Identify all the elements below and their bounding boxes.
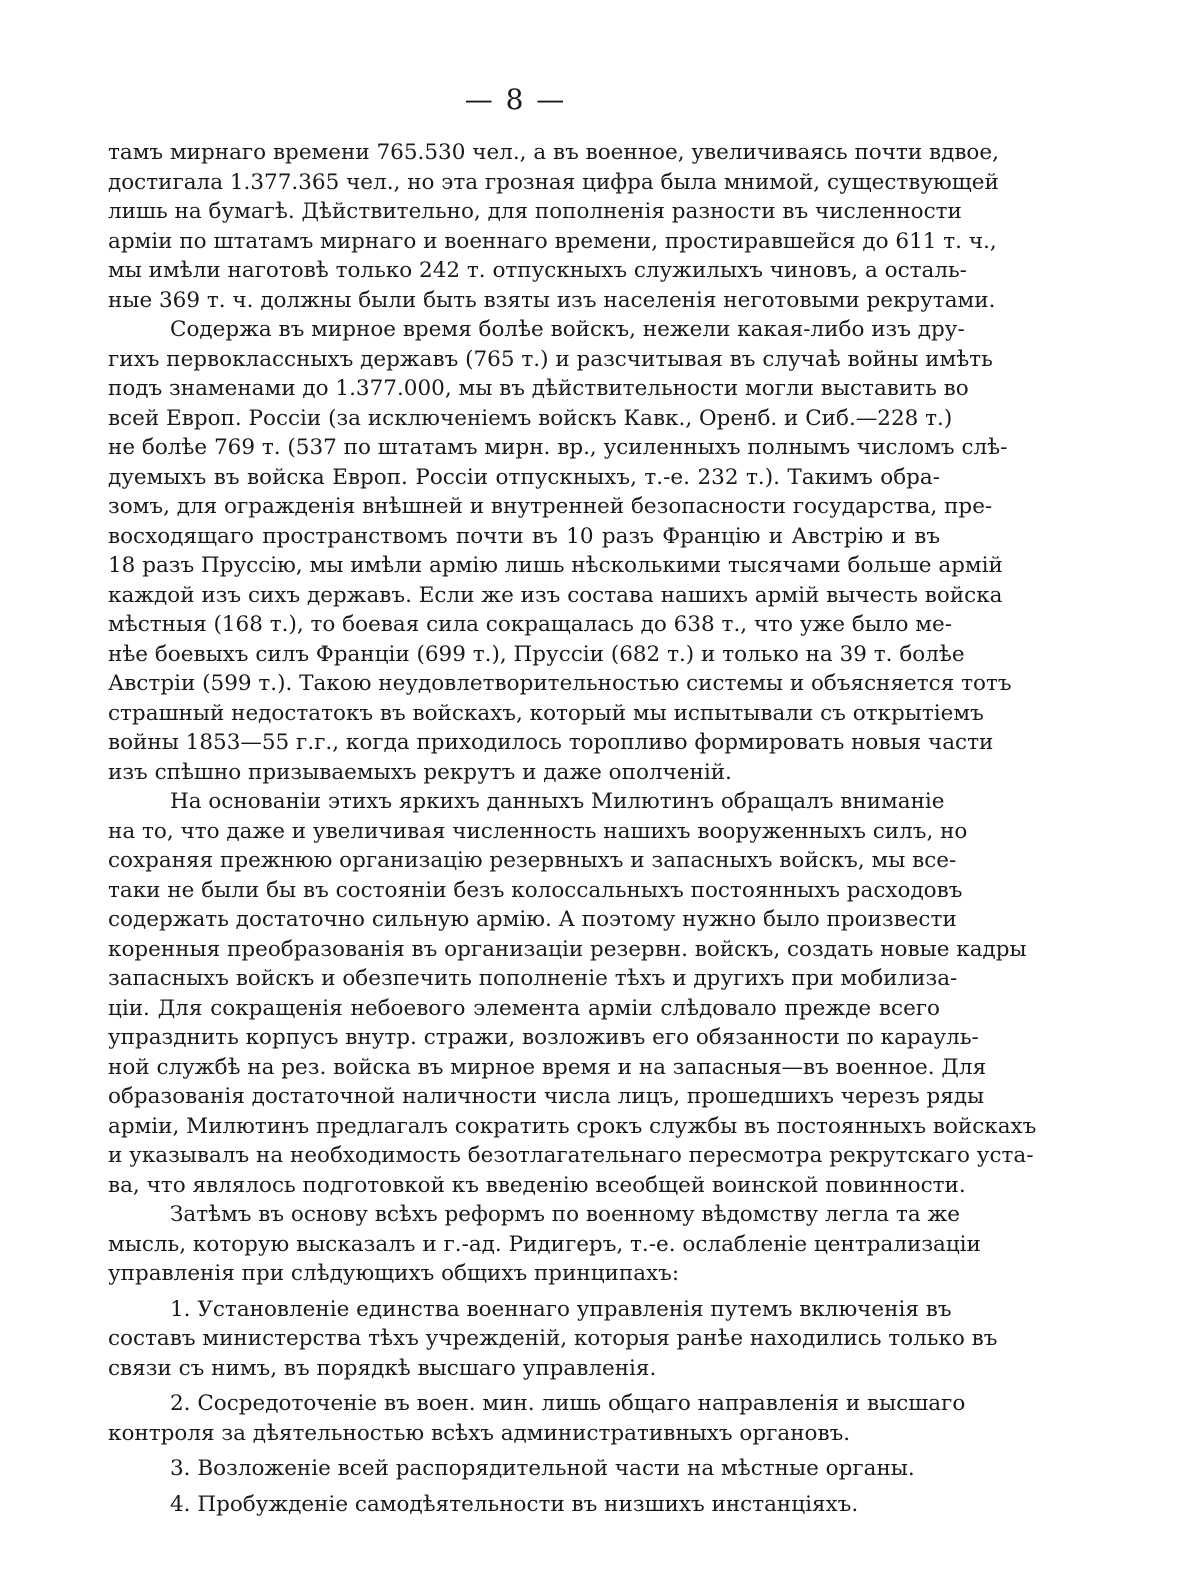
text-line: не болѣе 769 т. (537 по штатамъ мирн. вр., усиленныхъ полнымъ числомъ слѣ- xyxy=(108,435,1008,460)
text-line: 3. Возложеніе всей распорядительной части на мѣстные органы. xyxy=(170,1456,915,1481)
text-line: содержать достаточно сильную армію. А поэтому нужно было произвести xyxy=(108,907,957,932)
paragraph xyxy=(108,315,1012,787)
text-line: Содержа въ мирное время болѣе войскъ, нежели какая-либо изъ дру- xyxy=(170,317,965,342)
text-line: зомъ, для огражденія внѣшней и внутренней безопасности государства, пре- xyxy=(108,494,993,519)
text-line: страшный недостатокъ въ войскахъ, который мы испытывали съ открытіемъ xyxy=(108,700,984,726)
paragraph xyxy=(108,138,999,315)
text-line: 18 разъ Пруссію, мы имѣли армію лишь нѣсколькими тысячами больше армій xyxy=(108,553,1003,578)
text-line: 4. Пробужденіе самодѣятельности въ низшихъ инстанціяхъ. xyxy=(170,1491,859,1517)
text-line: На основаніи этихъ яркихъ данныхъ Милютинъ обращалъ вниманіе xyxy=(170,789,945,814)
text-line: контроля за дѣятельностью всѣхъ административныхъ органовъ. xyxy=(108,1420,851,1446)
list-item xyxy=(108,1454,940,1484)
text-line: запасныхъ войскъ и обезпечить пополненіе тѣхъ и другихъ при мобилиза- xyxy=(108,966,958,991)
text-line: 2. Сосредоточеніе въ воен. мин. лишь общаго направленія и высшаго xyxy=(170,1391,966,1416)
paragraph xyxy=(108,1200,981,1289)
text-line: нѣе боевыхъ силъ Франціи (699 т.), Пруссіи (682 т.) и только на 39 т. болѣе xyxy=(108,641,965,667)
text-line: ной службѣ на рез. войска въ мирное время и на запасныя—въ военное. Для xyxy=(108,1054,987,1080)
text-line: лишь на бумагѣ. Дѣйствительно, для пополненія разности въ численности xyxy=(108,199,962,224)
text-line: Австріи (599 т.). Такою неудовлетворительностью системы и объясняется тотъ xyxy=(108,671,1012,696)
text-line: мѣстныя (168 т.), то боевая сила сокращалась до 638 т., что уже было ме- xyxy=(108,612,953,637)
page-number: — 8 — xyxy=(464,83,567,116)
text-line: связи съ нимъ, въ порядкѣ высшаго управленія. xyxy=(108,1355,657,1381)
text-line: дуемыхъ въ войска Европ. Россіи отпускныхъ, т.-е. 232 т.). Такимъ обра- xyxy=(108,464,940,490)
body-text xyxy=(108,138,1037,1519)
list-item xyxy=(108,1389,966,1448)
text-line: 1. Установленіе единства военнаго управленія путемъ включенія въ xyxy=(170,1296,952,1322)
text-line: мысль, которую высказалъ и г.-ад. Ридигеръ, т.-е. ослабленіе централизаціи xyxy=(108,1231,981,1257)
text-line: изъ спѣшно призываемыхъ рекрутъ и даже ополченій. xyxy=(108,759,732,785)
text-line: Затѣмъ въ основу всѣхъ реформъ по военному вѣдомству легла та же xyxy=(170,1202,960,1227)
text-line: управленія при слѣдующихъ общихъ принципахъ: xyxy=(108,1261,680,1286)
text-line: гихъ первоклассныхъ державъ (765 т.) и разсчитывая въ случаѣ войны имѣть xyxy=(108,346,993,372)
text-line: ные 369 т. ч. должны были быть взяты изъ населенія неготовыми рекрутами. xyxy=(108,287,996,313)
text-line: мы имѣли наготовѣ только 242 т. отпускныхъ служилыхъ чиновъ, а осталь- xyxy=(108,258,967,283)
text-line: составъ министерства тѣхъ учрежденій, которыя ранѣе находились только въ xyxy=(108,1326,998,1351)
text-line: и указывалъ на необходимость безотлагательнаго пересмотра рекрутскаго уста- xyxy=(108,1143,1034,1168)
text-line: арміи, Милютинъ предлагалъ сократить срокъ службы въ постоянныхъ войскахъ xyxy=(108,1113,1037,1139)
text-line: коренныя преобразованія въ организаціи резервн. войскъ, создать новые кадры xyxy=(108,936,1027,962)
text-line: войны 1853—55 г.г., когда приходилось торопливо формировать новыя части xyxy=(108,730,994,755)
text-line: таки не были бы въ состояніи безъ колоссальныхъ постоянныхъ расходовъ xyxy=(108,877,963,903)
list-item xyxy=(108,1295,998,1384)
text-line: всей Европ. Россіи (за исключеніемъ войскъ Кавк., Оренб. и Сиб.—228 т.) xyxy=(108,405,953,431)
text-line: тамъ мирнаго времени 765.530 чел., а въ военное, увеличиваясь почти вдвое, xyxy=(108,140,999,165)
text-line: упразднить корпусъ внутр. стражи, возложивъ его обязанности по карауль- xyxy=(108,1025,979,1050)
text-line: сохраняя прежнюю организацію резервныхъ и запасныхъ войскъ, мы все- xyxy=(108,848,957,873)
text-line: каждой изъ сихъ державъ. Если же изъ состава нашихъ армій вычесть войска xyxy=(108,582,1003,608)
text-line: ціи. Для сокращенія небоевого элемента арміи слѣдовало прежде всего xyxy=(108,995,940,1021)
text-line: подъ знаменами до 1.377.000, мы въ дѣйствительности могли выставить во xyxy=(108,376,969,401)
paragraph xyxy=(108,787,1037,1200)
text-line: арміи по штатамъ мирнаго и военнаго времени, простиравшейся до 611 т. ч., xyxy=(108,228,997,254)
list-item xyxy=(108,1490,940,1520)
text-line: достигала 1.377.365 чел., но эта грозная цифра была мнимой, существующей xyxy=(108,169,999,195)
text-line: восходящаго пространствомъ почти въ 10 разъ Францію и Австрію и въ xyxy=(108,523,940,549)
text-line: ва, что являлось подготовкой къ введенію всеобщей воинской повинности. xyxy=(108,1172,966,1198)
text-line: образованія достаточной наличности числа лицъ, прошедшихъ черезъ ряды xyxy=(108,1084,985,1109)
text-line: на то, что даже и увеличивая численность нашихъ вооруженныхъ силъ, но xyxy=(108,818,968,844)
